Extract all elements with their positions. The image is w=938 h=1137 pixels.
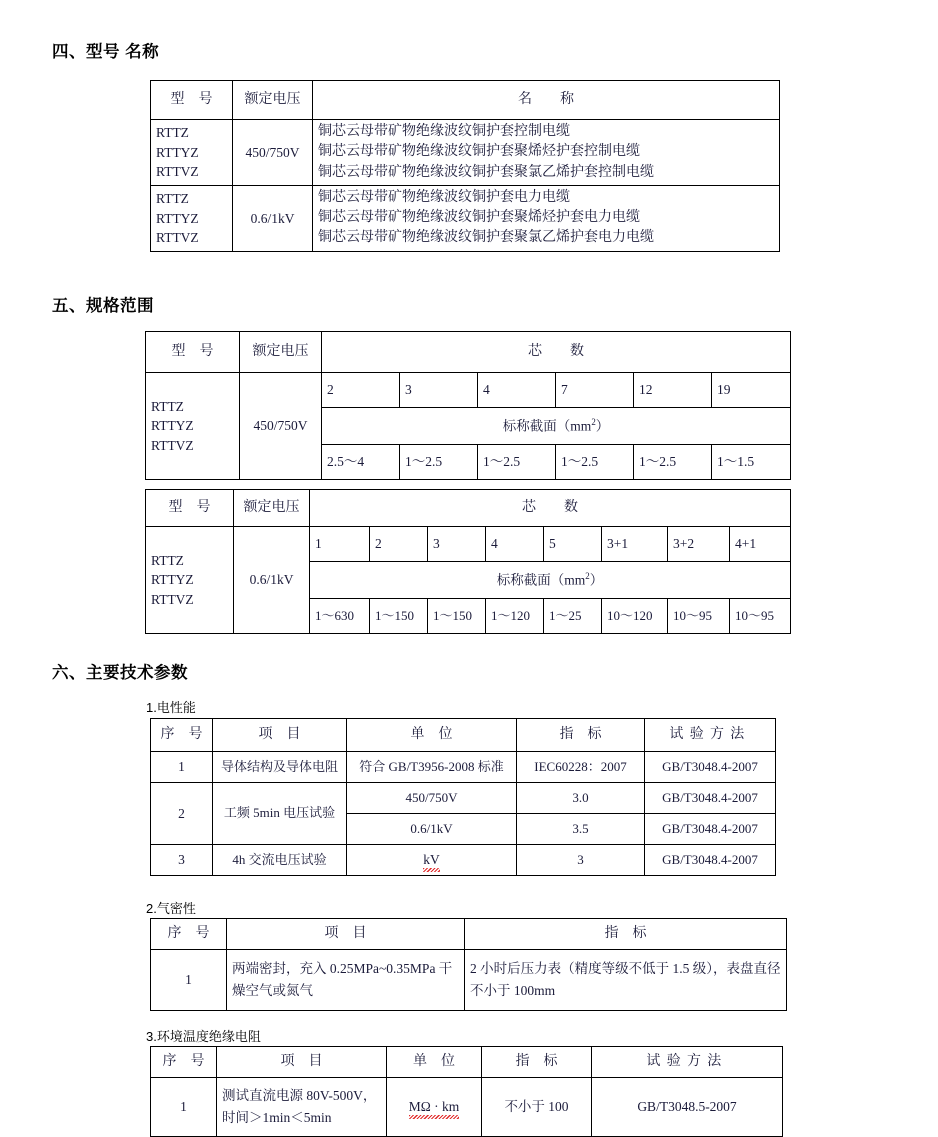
name-list-cell bbox=[313, 120, 780, 186]
sub-heading-airtightness: 2.气密性 bbox=[146, 901, 196, 916]
model-code: RTTZ bbox=[156, 125, 189, 141]
table-row bbox=[146, 527, 791, 562]
cable-name: 铜芯云母带矿物绝缘波纹铜护套聚烯烃护套电力电缆 bbox=[318, 210, 640, 226]
item-description: 测试直流电源 80V-500V，时间＞1min＜5min bbox=[217, 1078, 387, 1137]
core-count: 4 bbox=[486, 527, 544, 562]
section-heading-spec-range: 五、规格范围 bbox=[52, 297, 154, 315]
model-code: RTTYZ bbox=[151, 418, 194, 434]
table-row bbox=[151, 845, 776, 876]
core-count: 3+2 bbox=[668, 527, 730, 562]
table-row bbox=[151, 950, 787, 1011]
cable-name: 铜芯云母带矿物绝缘波纹铜护套聚氯乙烯护套控制电缆 bbox=[318, 164, 654, 180]
voltage-value: 450/750V bbox=[240, 373, 322, 480]
header-item: 项 目 bbox=[213, 719, 347, 752]
header-method: 试验方法 bbox=[592, 1047, 783, 1078]
section-range: 2.5～4 bbox=[322, 445, 400, 480]
header-model: 型 号 bbox=[146, 490, 234, 527]
airtightness-table bbox=[150, 918, 787, 1011]
row-number: 1 bbox=[151, 1078, 217, 1137]
test-method: GB/T3048.5-2007 bbox=[592, 1078, 783, 1137]
section-range: 1～150 bbox=[370, 599, 428, 634]
model-list-cell bbox=[151, 120, 233, 186]
table-row bbox=[146, 373, 791, 408]
unit-value: 符合 GB/T3956-2008 标准 bbox=[347, 752, 517, 783]
section-range: 10～95 bbox=[668, 599, 730, 634]
sub-heading-electrical: 1.电性能 bbox=[146, 700, 196, 715]
section-heading-model-name: 四、型号 名称 bbox=[52, 43, 160, 61]
header-model: 型 号 bbox=[151, 81, 233, 120]
section-heading-technical-params: 六、主要技术参数 bbox=[52, 664, 188, 682]
header-no: 序 号 bbox=[151, 919, 227, 950]
core-count: 3+1 bbox=[602, 527, 668, 562]
core-count: 4 bbox=[478, 373, 556, 408]
model-code: RTTVZ bbox=[151, 591, 194, 607]
section-range: 1～120 bbox=[486, 599, 544, 634]
model-code: RTTYZ bbox=[156, 144, 199, 160]
core-count: 5 bbox=[544, 527, 602, 562]
index-value: 3.5 bbox=[517, 814, 645, 845]
core-count: 4+1 bbox=[730, 527, 791, 562]
name-list-cell bbox=[313, 185, 780, 251]
section-range: 10～120 bbox=[602, 599, 668, 634]
index-value: 3.0 bbox=[517, 783, 645, 814]
section-range: 10～95 bbox=[730, 599, 791, 634]
header-voltage: 额定电压 bbox=[234, 490, 310, 527]
core-count: 12 bbox=[634, 373, 712, 408]
table-header-row bbox=[146, 490, 791, 527]
spec-table-06-1kv bbox=[145, 489, 791, 634]
header-item: 项 目 bbox=[217, 1047, 387, 1078]
header-method: 试验方法 bbox=[645, 719, 776, 752]
header-index: 指 标 bbox=[517, 719, 645, 752]
model-name-table bbox=[150, 80, 780, 252]
test-method: GB/T3048.4-2007 bbox=[645, 845, 776, 876]
model-code: RTTVZ bbox=[156, 230, 199, 246]
unit-value bbox=[347, 845, 517, 876]
header-no: 序 号 bbox=[151, 1047, 217, 1078]
header-no: 序 号 bbox=[151, 719, 213, 752]
row-number: 2 bbox=[151, 783, 213, 845]
nominal-section-label: 标称截面$(mm^2)$ bbox=[322, 408, 791, 445]
row-number: 3 bbox=[151, 845, 213, 876]
table-row bbox=[151, 185, 780, 251]
model-list-cell bbox=[146, 527, 234, 634]
nominal-section-label: 标称截面$(mm^2)$ bbox=[310, 562, 791, 599]
section-range: 1～150 bbox=[428, 599, 486, 634]
unit-value: 450/750V bbox=[347, 783, 517, 814]
model-code: RTTZ bbox=[151, 398, 184, 414]
index-value: IEC60228：2007 bbox=[517, 752, 645, 783]
header-unit: 单 位 bbox=[387, 1047, 482, 1078]
sub-heading-insulation-resistance: 3.环境温度绝缘电阻 bbox=[146, 1029, 261, 1044]
unit-value bbox=[387, 1078, 482, 1137]
header-name: 名 称 bbox=[313, 81, 780, 120]
table-header-row bbox=[146, 332, 791, 373]
cable-name: 铜芯云母带矿物绝缘波纹铜护套控制电缆 bbox=[318, 124, 570, 139]
model-code: RTTYZ bbox=[151, 572, 194, 588]
core-count: 3 bbox=[428, 527, 486, 562]
misspelled-unit: kV bbox=[423, 850, 440, 871]
section-range: 1～2.5 bbox=[634, 445, 712, 480]
model-code: RTTYZ bbox=[156, 210, 199, 226]
model-code: RTTVZ bbox=[156, 164, 199, 180]
header-unit: 单 位 bbox=[347, 719, 517, 752]
header-voltage: 额定电压 bbox=[233, 81, 313, 120]
test-method: GB/T3048.4-2007 bbox=[645, 783, 776, 814]
header-cores: 芯 数 bbox=[310, 490, 791, 527]
item-name: 导体结构及导体电阻 bbox=[213, 752, 347, 783]
core-count: 3 bbox=[400, 373, 478, 408]
header-index: 指 标 bbox=[482, 1047, 592, 1078]
voltage-value: 0.6/1kV bbox=[234, 527, 310, 634]
item-description: 两端密封，充入 0.25MPa~0.35MPa 干燥空气或氮气 bbox=[227, 950, 465, 1011]
insulation-resistance-table bbox=[150, 1046, 783, 1137]
model-code: RTTVZ bbox=[151, 437, 194, 453]
header-index: 指 标 bbox=[465, 919, 787, 950]
table-header-row bbox=[151, 81, 780, 120]
section-range: 1～630 bbox=[310, 599, 370, 634]
table-header-row bbox=[151, 719, 776, 752]
core-count: 7 bbox=[556, 373, 634, 408]
header-cores: 芯 数 bbox=[322, 332, 791, 373]
item-name: 工频 5min 电压试验 bbox=[213, 783, 347, 845]
row-number: 1 bbox=[151, 950, 227, 1011]
voltage-value: 450/750V bbox=[233, 120, 313, 186]
model-list-cell bbox=[146, 373, 240, 480]
section-range: 1～1.5 bbox=[712, 445, 791, 480]
table-header-row bbox=[151, 1047, 783, 1078]
core-count: 2 bbox=[370, 527, 428, 562]
model-code: RTTZ bbox=[151, 552, 184, 568]
spec-table-450-750v bbox=[145, 331, 791, 480]
core-count: 2 bbox=[322, 373, 400, 408]
cable-name: 铜芯云母带矿物绝缘波纹铜护套聚氯乙烯护套电力电缆 bbox=[318, 230, 654, 246]
item-name: 4h 交流电压试验 bbox=[213, 845, 347, 876]
index-value: 3 bbox=[517, 845, 645, 876]
core-count: 1 bbox=[310, 527, 370, 562]
electrical-performance-table bbox=[150, 718, 776, 876]
section-range: 1～2.5 bbox=[478, 445, 556, 480]
model-code: RTTZ bbox=[156, 190, 189, 206]
header-voltage: 额定电压 bbox=[240, 332, 322, 373]
table-row bbox=[151, 783, 776, 814]
row-number: 1 bbox=[151, 752, 213, 783]
section-range: 1～2.5 bbox=[400, 445, 478, 480]
header-model: 型 号 bbox=[146, 332, 240, 373]
section-range: 1～25 bbox=[544, 599, 602, 634]
table-row bbox=[151, 120, 780, 186]
cable-name: 铜芯云母带矿物绝缘波纹铜护套聚烯烃护套控制电缆 bbox=[318, 144, 640, 160]
test-method: GB/T3048.4-2007 bbox=[645, 752, 776, 783]
model-list-cell bbox=[151, 185, 233, 251]
index-description: 2 小时后压力表（精度等级不低于 1.5 级），表盘直径不小于 100mm bbox=[465, 950, 787, 1011]
unit-value: 0.6/1kV bbox=[347, 814, 517, 845]
section-range: 1～2.5 bbox=[556, 445, 634, 480]
header-item: 项 目 bbox=[227, 919, 465, 950]
test-method: GB/T3048.4-2007 bbox=[645, 814, 776, 845]
table-header-row bbox=[151, 919, 787, 950]
core-count: 19 bbox=[712, 373, 791, 408]
misspelled-unit: MΩ · km bbox=[409, 1097, 460, 1118]
table-row bbox=[151, 1078, 783, 1137]
cable-name: 铜芯云母带矿物绝缘波纹铜护套电力电缆 bbox=[318, 189, 570, 205]
voltage-value: 0.6/1kV bbox=[233, 185, 313, 251]
table-row bbox=[151, 752, 776, 783]
index-value: 不小于 100 bbox=[482, 1078, 592, 1137]
